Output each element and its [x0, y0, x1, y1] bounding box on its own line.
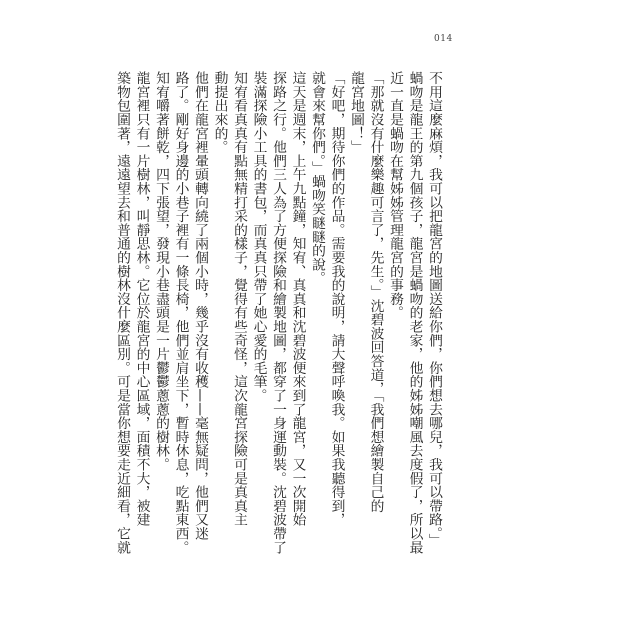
text-line: 築物包圍著，遠遠望去和普通的樹林沒什麼區別。可是當你想要走近細看，它就 [114, 71, 130, 554]
text-line: 蝸吻是龍王的第九個孩子，龍宮是蝸吻的老家，他的姊姊嘲風去度假了，所以最 [406, 71, 423, 554]
text-line: 這天是週末，上午九點鐘，知宥、真真和沈碧波便來到了龍宮，又一次開始 [289, 71, 306, 527]
text-line: 不用這麼麻煩，我可以把龍宮的地圖送給你們，你們想去哪兒，我可以帶路。」 [426, 71, 442, 548]
text-line: 裝滿探險小工具的書包，而真真只帶了她心愛的毛筆。 [250, 71, 267, 403]
text-line: 知宥嚼著餅乾，四下張望，發現小巷盡頭是一片鬱鬱蔥蔥的樹林。 [153, 71, 169, 472]
text-line: 探路之行。他們三人為了方便探險和繪製地圖，都穿了一身運動裝。沈碧波帶了 [270, 71, 286, 554]
text-line: 「那就沒有什麼樂趣可言了，先生。」沈碧波回答道，「我們想繪製自己的 [367, 71, 384, 513]
text-line: 「好吧，期待你們的作品。需要我的說明，請大聲呼喚我。如果我聽得到， [328, 71, 345, 527]
text-line: 近一直是蝸吻在幫姊姊管理龍宮的事務。 [387, 71, 403, 320]
text-line: 他們在龍宮裡暈頭轉向繞了兩個小時，幾乎沒有收穫——毫無疑問，他們又迷 [192, 71, 208, 541]
text-line: 路了。剛好身邊的小巷子裡有一條長椅，他們並肩坐下，暫時休息，吃點東西。 [172, 71, 189, 554]
text-line: 龍宮裡只有一片樹林，叫靜思林。它位於龍宮的中心區域，面積不大，被建 [133, 71, 150, 527]
page-number: 014 [434, 34, 453, 44]
text-line: 動提出來的。 [211, 71, 228, 154]
text-line: 就會來幫你們。」蝸吻笑瞇瞇的說。 [309, 71, 325, 285]
body-text [114, 71, 443, 566]
text-line: 知宥看真真有點無精打采的樣子，覺得有些奇怪，這次龍宮探險可是真真主 [231, 71, 247, 527]
text-line: 龍宮地圖！」 [348, 71, 364, 154]
